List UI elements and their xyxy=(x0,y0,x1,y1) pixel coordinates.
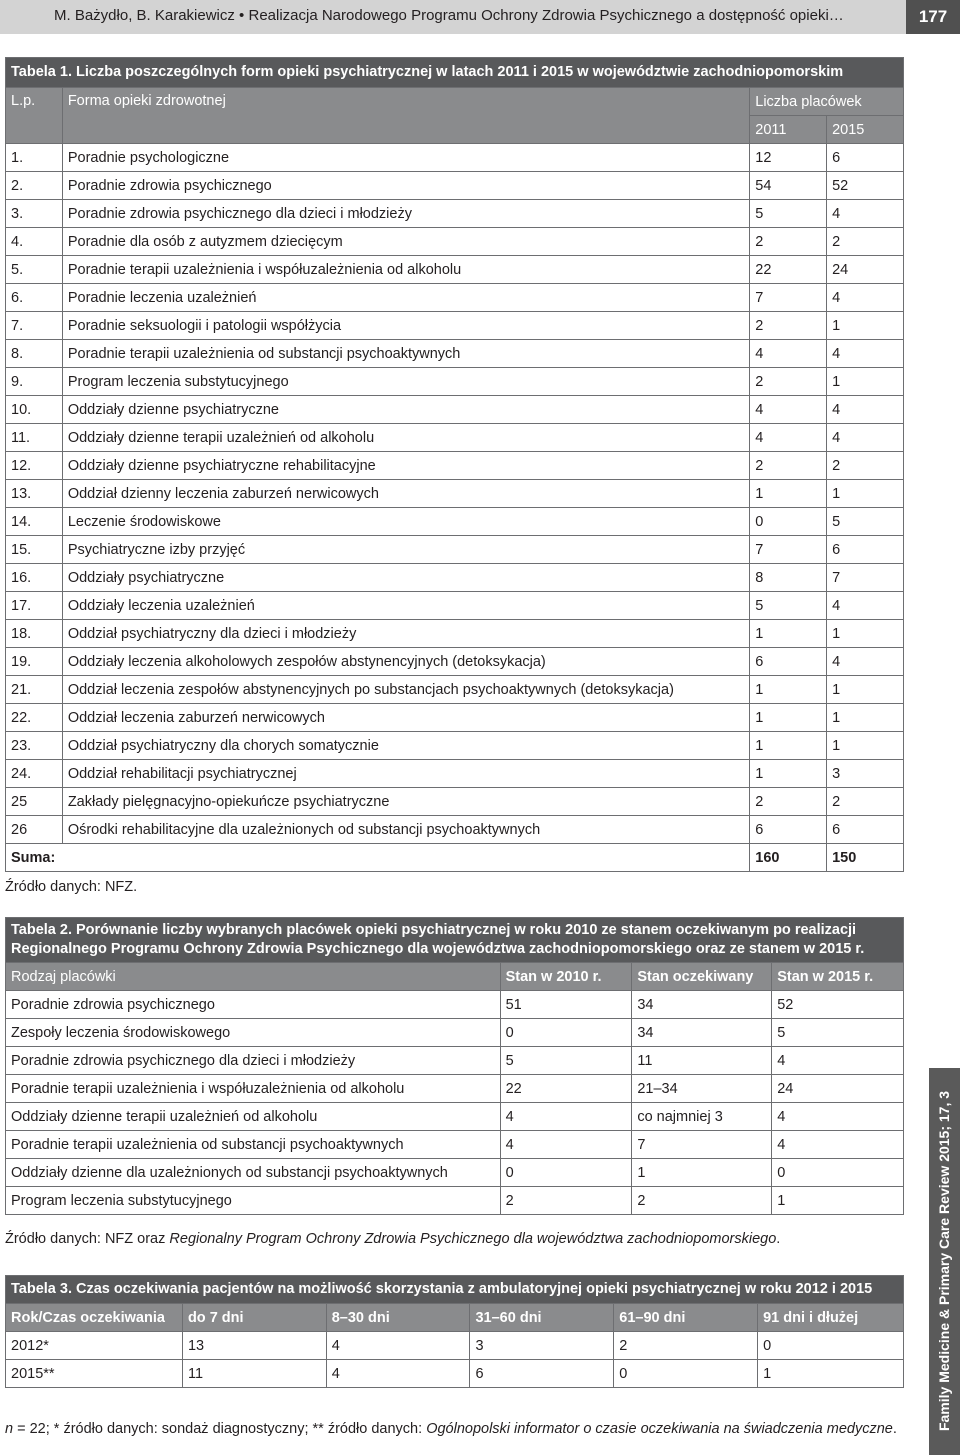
table-row xyxy=(6,144,904,172)
table-cell: 21–34 xyxy=(632,1075,772,1103)
table-cell: 0 xyxy=(614,1360,758,1388)
table-cell: 7 xyxy=(632,1131,772,1159)
table-cell: 5 xyxy=(772,1019,904,1047)
row-2015: 4 xyxy=(827,592,904,620)
row-2011: 8 xyxy=(750,564,827,592)
table-cell: Poradnie zdrowia psychicznego xyxy=(6,991,501,1019)
table-row xyxy=(6,620,904,648)
row-number: 8. xyxy=(6,340,63,368)
row-2011: 6 xyxy=(750,816,827,844)
row-form: Ośrodki rehabilitacyjne dla uzależnionych od substancji psychoaktywnych xyxy=(62,816,749,844)
table-cell: 4 xyxy=(326,1360,470,1388)
row-form: Poradnie seksuologii i patologii współżycia xyxy=(62,312,749,340)
row-2011: 1 xyxy=(750,704,827,732)
row-number: 14. xyxy=(6,508,63,536)
table-cell: Poradnie zdrowia psychicznego dla dzieci i młodzieży xyxy=(6,1047,501,1075)
row-2015: 2 xyxy=(827,228,904,256)
row-form: Poradnie psychologiczne xyxy=(62,144,749,172)
row-2015: 5 xyxy=(827,508,904,536)
table-cell: 52 xyxy=(772,991,904,1019)
table-3-header-row xyxy=(6,1304,904,1332)
row-number: 19. xyxy=(6,648,63,676)
table-cell: Program leczenia substytucyjnego xyxy=(6,1187,501,1215)
table-2-caption: Tabela 2. Porównanie liczby wybranych placówek opieki psychiatrycznej w roku 2010 ze stanem oczekiwanym po realizacji Regionalnego Programu Ochrony Zdrowia Psychicznego dla województwa zachodniopomorskiego oraz ze stanem w 2015 r. xyxy=(6,918,904,963)
row-number: 25 xyxy=(6,788,63,816)
table-2-source-title: Regionalny Program Ochrony Zdrowia Psychicznego dla województwa zachodniopomorskiego xyxy=(169,1231,777,1247)
row-number: 1. xyxy=(6,144,63,172)
table-row xyxy=(6,228,904,256)
table-3-note-prefix: = 22; * źródło danych: sondaż diagnostyczny; ** źródło danych: xyxy=(13,1421,427,1437)
row-form: Poradnie zdrowia psychicznego xyxy=(62,172,749,200)
row-form: Psychiatryczne izby przyjęć xyxy=(62,536,749,564)
row-2015: 1 xyxy=(827,704,904,732)
table-2-column-header: Stan oczekiwany xyxy=(632,963,772,991)
row-form: Oddziały dzienne psychiatryczne rehabilitacyjne xyxy=(62,452,749,480)
row-2011: 2 xyxy=(750,228,827,256)
table-3-note-source-title: Ogólnopolski informator o czasie oczekiwania na świadczenia medyczne xyxy=(426,1421,893,1437)
table-row xyxy=(6,536,904,564)
table-row xyxy=(6,172,904,200)
table-cell: 34 xyxy=(632,991,772,1019)
row-2015: 1 xyxy=(827,480,904,508)
table-row xyxy=(6,452,904,480)
row-form: Oddział leczenia zespołów abstynencyjnych po substancjach psychoaktywnych (detoksykacja) xyxy=(62,676,749,704)
table-cell: 51 xyxy=(500,991,632,1019)
table-row xyxy=(6,732,904,760)
table-cell: 4 xyxy=(772,1047,904,1075)
row-2011: 2 xyxy=(750,452,827,480)
row-2011: 1 xyxy=(750,480,827,508)
table-cell: co najmniej 3 xyxy=(632,1103,772,1131)
table-row xyxy=(6,256,904,284)
row-2015: 52 xyxy=(827,172,904,200)
row-form: Oddział dzienny leczenia zaburzeń nerwicowych xyxy=(62,480,749,508)
table-row xyxy=(6,312,904,340)
table-3-note xyxy=(5,1420,910,1439)
table-row xyxy=(6,1187,904,1215)
row-2015: 2 xyxy=(827,452,904,480)
row-2011: 4 xyxy=(750,396,827,424)
table-3-column-header: 31–60 dni xyxy=(470,1304,614,1332)
table-2-column-header: Stan w 2015 r. xyxy=(772,963,904,991)
row-number: 24. xyxy=(6,760,63,788)
table-2-source-prefix: Źródło danych: NFZ oraz xyxy=(5,1231,170,1247)
row-number: 18. xyxy=(6,620,63,648)
row-number: 23. xyxy=(6,732,63,760)
row-2015: 3 xyxy=(827,760,904,788)
table-2-column-header: Rodzaj placówki xyxy=(6,963,501,991)
table-row xyxy=(6,1332,904,1360)
sum-2015: 150 xyxy=(827,844,904,872)
table-cell: 1 xyxy=(758,1360,904,1388)
table-row xyxy=(6,1131,904,1159)
row-2011: 1 xyxy=(750,760,827,788)
table-row xyxy=(6,340,904,368)
row-number: 17. xyxy=(6,592,63,620)
table-cell: 22 xyxy=(500,1075,632,1103)
table-cell: 4 xyxy=(772,1131,904,1159)
col-form-header: Forma opieki zdrowotnej xyxy=(62,88,749,144)
row-2011: 2 xyxy=(750,312,827,340)
running-header xyxy=(0,0,960,34)
table-3-column-header: 8–30 dni xyxy=(326,1304,470,1332)
row-form: Poradnie terapii uzależnienia i współuzależnienia od alkoholu xyxy=(62,256,749,284)
row-form: Oddział leczenia zaburzeń nerwicowych xyxy=(62,704,749,732)
row-number: 9. xyxy=(6,368,63,396)
table-3-caption: Tabela 3. Czas oczekiwania pacjentów na możliwość skorzystania z ambulatoryjnej opieki psychiatrycznej w roku 2012 i 2015 xyxy=(6,1276,904,1304)
table-row xyxy=(6,480,904,508)
row-2011: 1 xyxy=(750,676,827,704)
row-2015: 2 xyxy=(827,788,904,816)
row-2015: 7 xyxy=(827,564,904,592)
row-number: 21. xyxy=(6,676,63,704)
row-2011: 2 xyxy=(750,368,827,396)
row-form: Leczenie środowiskowe xyxy=(62,508,749,536)
table-row xyxy=(6,564,904,592)
table-row xyxy=(6,368,904,396)
col-2011-header: 2011 xyxy=(750,116,827,144)
row-number: 4. xyxy=(6,228,63,256)
row-2011: 1 xyxy=(750,620,827,648)
table-cell: 2 xyxy=(614,1332,758,1360)
table-cell: 0 xyxy=(758,1332,904,1360)
table-row xyxy=(6,1019,904,1047)
row-number: 3. xyxy=(6,200,63,228)
table-cell: 4 xyxy=(500,1131,632,1159)
table-1-source: Źródło danych: NFZ. xyxy=(5,879,138,895)
row-2011: 5 xyxy=(750,200,827,228)
row-2015: 1 xyxy=(827,620,904,648)
table-cell: 1 xyxy=(772,1187,904,1215)
table-row xyxy=(6,508,904,536)
row-form: Poradnie dla osób z autyzmem dziecięcym xyxy=(62,228,749,256)
row-2015: 6 xyxy=(827,816,904,844)
row-number: 2. xyxy=(6,172,63,200)
table-cell: 0 xyxy=(500,1019,632,1047)
row-2015: 6 xyxy=(827,144,904,172)
table-cell: 5 xyxy=(500,1047,632,1075)
table-2-source xyxy=(5,1231,780,1247)
table-3-note-n: n xyxy=(5,1421,14,1437)
row-number: 7. xyxy=(6,312,63,340)
row-form: Oddział psychiatryczny dla chorych somatycznie xyxy=(62,732,749,760)
sum-row xyxy=(6,844,904,872)
table-cell: 2015** xyxy=(6,1360,183,1388)
running-title: M. Bażydło, B. Karakiewicz • Realizacja Narodowego Programu Ochrony Zdrowia Psychicznego a dostępność opieki… xyxy=(54,7,844,24)
row-number: 26 xyxy=(6,816,63,844)
row-2015: 24 xyxy=(827,256,904,284)
table-2-column-header: Stan w 2010 r. xyxy=(500,963,632,991)
row-2015: 4 xyxy=(827,340,904,368)
sum-2011: 160 xyxy=(750,844,827,872)
row-2015: 4 xyxy=(827,396,904,424)
table-cell: 3 xyxy=(470,1332,614,1360)
row-2015: 1 xyxy=(827,312,904,340)
table-row xyxy=(6,1103,904,1131)
table-cell: 11 xyxy=(632,1047,772,1075)
table-cell: 24 xyxy=(772,1075,904,1103)
row-form: Oddziały leczenia alkoholowych zespołów abstynencyjnych (detoksykacja) xyxy=(62,648,749,676)
row-number: 12. xyxy=(6,452,63,480)
table-row xyxy=(6,592,904,620)
row-2015: 6 xyxy=(827,536,904,564)
row-2011: 2 xyxy=(750,788,827,816)
table-row xyxy=(6,648,904,676)
row-2015: 4 xyxy=(827,284,904,312)
row-2015: 1 xyxy=(827,368,904,396)
table-cell: 1 xyxy=(632,1159,772,1187)
row-2011: 54 xyxy=(750,172,827,200)
row-number: 22. xyxy=(6,704,63,732)
row-form: Oddział psychiatryczny dla dzieci i młodzieży xyxy=(62,620,749,648)
table-3 xyxy=(5,1275,904,1388)
table-cell: Poradnie terapii uzależnienia od substancji psychoaktywnych xyxy=(6,1131,501,1159)
table-1-caption: Tabela 1. Liczba poszczególnych form opieki psychiatrycznej w latach 2011 i 2015 w województwie zachodniopomorskim xyxy=(6,58,904,88)
row-2011: 22 xyxy=(750,256,827,284)
row-number: 11. xyxy=(6,424,63,452)
row-form: Oddziały dzienne terapii uzależnień od alkoholu xyxy=(62,424,749,452)
row-form: Program leczenia substytucyjnego xyxy=(62,368,749,396)
row-2011: 1 xyxy=(750,732,827,760)
table-row xyxy=(6,1075,904,1103)
row-form: Poradnie terapii uzależnienia od substancji psychoaktywnych xyxy=(62,340,749,368)
row-number: 10. xyxy=(6,396,63,424)
table-row xyxy=(6,676,904,704)
table-cell: 2 xyxy=(500,1187,632,1215)
row-2015: 4 xyxy=(827,648,904,676)
table-cell: 11 xyxy=(182,1360,326,1388)
table-row xyxy=(6,816,904,844)
row-2011: 7 xyxy=(750,536,827,564)
row-2011: 6 xyxy=(750,648,827,676)
table-cell: 34 xyxy=(632,1019,772,1047)
row-2015: 1 xyxy=(827,676,904,704)
table-cell: Zespoły leczenia środowiskowego xyxy=(6,1019,501,1047)
row-2015: 4 xyxy=(827,424,904,452)
table-cell: 0 xyxy=(500,1159,632,1187)
row-number: 13. xyxy=(6,480,63,508)
row-form: Oddział rehabilitacji psychiatrycznej xyxy=(62,760,749,788)
row-2015: 1 xyxy=(827,732,904,760)
table-2-header-row xyxy=(6,963,904,991)
table-cell: 2012* xyxy=(6,1332,183,1360)
table-row xyxy=(6,284,904,312)
row-form: Zakłady pielęgnacyjno-opiekuńcze psychiatryczne xyxy=(62,788,749,816)
table-row xyxy=(6,396,904,424)
table-cell: 6 xyxy=(470,1360,614,1388)
row-number: 5. xyxy=(6,256,63,284)
table-3-column-header: 91 dni i dłużej xyxy=(758,1304,904,1332)
table-cell: 4 xyxy=(500,1103,632,1131)
table-2 xyxy=(5,917,904,1215)
table-2-source-suffix: . xyxy=(776,1231,781,1247)
col-lp-header: L.p. xyxy=(6,88,63,144)
journal-side-strip xyxy=(929,1068,960,1455)
table-cell: Oddziały dzienne terapii uzależnień od alkoholu xyxy=(6,1103,501,1131)
row-2011: 12 xyxy=(750,144,827,172)
col-count-header: Liczba placówek xyxy=(750,88,904,116)
table-row xyxy=(6,200,904,228)
sum-label: Suma: xyxy=(6,844,750,872)
row-2011: 4 xyxy=(750,424,827,452)
table-cell: 0 xyxy=(772,1159,904,1187)
journal-name: Family Medicine & Primary Care Review 2015; 17, 3 xyxy=(936,1090,952,1432)
table-row xyxy=(6,424,904,452)
table-row xyxy=(6,760,904,788)
table-3-column-header: Rok/Czas oczekiwania xyxy=(6,1304,183,1332)
table-3-note-suffix: . xyxy=(892,1421,897,1437)
table-row xyxy=(6,704,904,732)
table-cell: Poradnie terapii uzależnienia i współuzależnienia od alkoholu xyxy=(6,1075,501,1103)
row-2011: 7 xyxy=(750,284,827,312)
row-number: 16. xyxy=(6,564,63,592)
row-form: Oddziały leczenia uzależnień xyxy=(62,592,749,620)
table-cell: 4 xyxy=(772,1103,904,1131)
row-2011: 4 xyxy=(750,340,827,368)
row-2011: 0 xyxy=(750,508,827,536)
table-row xyxy=(6,1047,904,1075)
row-form: Oddziały psychiatryczne xyxy=(62,564,749,592)
col-2015-header: 2015 xyxy=(827,116,904,144)
table-cell: Oddziały dzienne dla uzależnionych od substancji psychoaktywnych xyxy=(6,1159,501,1187)
row-2015: 4 xyxy=(827,200,904,228)
table-row xyxy=(6,1360,904,1388)
row-form: Oddziały dzienne psychiatryczne xyxy=(62,396,749,424)
row-number: 6. xyxy=(6,284,63,312)
table-3-column-header: do 7 dni xyxy=(182,1304,326,1332)
row-form: Poradnie leczenia uzależnień xyxy=(62,284,749,312)
page-number: 177 xyxy=(906,0,960,34)
table-1 xyxy=(5,57,904,872)
row-form: Poradnie zdrowia psychicznego dla dzieci i młodzieży xyxy=(62,200,749,228)
table-cell: 2 xyxy=(632,1187,772,1215)
table-row xyxy=(6,788,904,816)
row-number: 15. xyxy=(6,536,63,564)
table-3-column-header: 61–90 dni xyxy=(614,1304,758,1332)
table-cell: 4 xyxy=(326,1332,470,1360)
table-row xyxy=(6,1159,904,1187)
table-row xyxy=(6,991,904,1019)
table-cell: 13 xyxy=(182,1332,326,1360)
row-2011: 5 xyxy=(750,592,827,620)
